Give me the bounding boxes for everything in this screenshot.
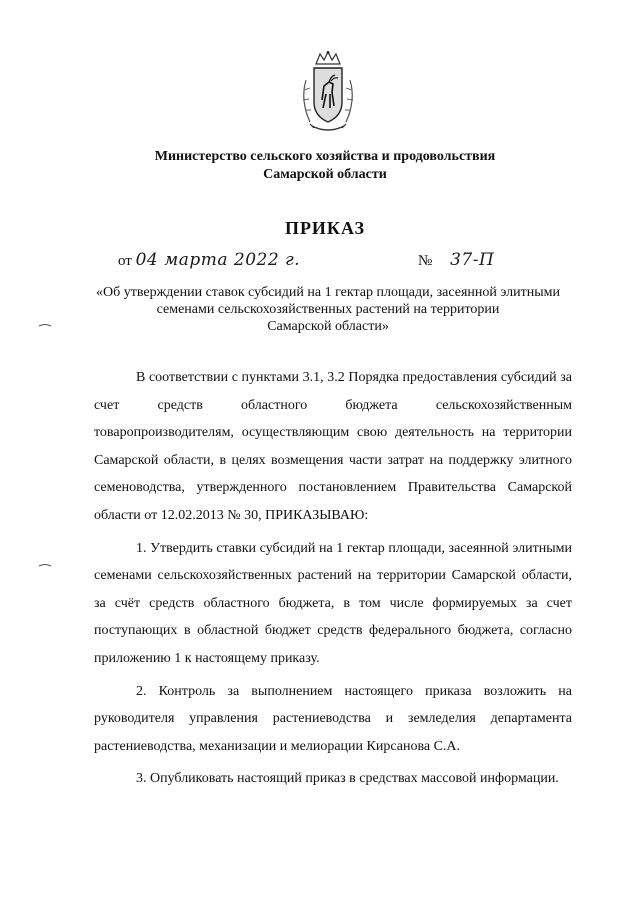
order-number [418,250,494,270]
date-prefix: от [118,253,132,269]
item-3-paragraph: 3. Опубликовать настоящий приказ в средствах массовой информации. [136,771,559,787]
preamble-paragraph: В соответствии с пунктами 3.1, 3.2 Порядка предоставления субсидий за счет средств областного бюджета сельскохозяйственным товаропроизводителям, осуществляющим свою деятельность на территории Самарской области, в целях возмещения части затрат на поддержку элитного семеноводства, утвержденного постановлением Правительства Самарской области от 12.02.2013 № 30, ПРИКАЗЫВАЮ: [94,370,572,523]
document-title: ПРИКАЗ [284,218,366,238]
ministry-line-2: Самарской области [263,167,387,182]
ministry-line-1: Министерство сельского хозяйства и продовольствия [154,149,496,164]
number-prefix: № [418,253,433,269]
item-1-paragraph: 1. Утвердить ставки субсидий на 1 гектар площади, засеянной элитными семенами сельскохозяйственных растений на территории Самарской области, за счёт средств областного бюджета, в том числе формируемых за счет поступающих в областной бюджет средств федерального бюджета, согласно приложению 1 к настоящему приказу. [94,540,572,666]
margin-scan-mark [38,322,52,328]
subject-line-3: Самарской области» [267,319,389,334]
order-body [94,364,572,798]
handwritten-date: 04 марта 2022 г. [135,250,301,270]
subject-line-1: «Об утверждении ставок субсидий на 1 гектар площади, засеянной элитными [96,285,560,300]
margin-scan-mark [38,562,52,568]
subject-line-2: семенами сельскохозяйственных растений на территории [156,302,500,317]
handwritten-number: 37-П [450,250,495,270]
order-subject [90,284,566,335]
item-2-paragraph: 2. Контроль за выполнением настоящего приказа возложить на руководителя управления растениеводства и земледелия департамента растениеводства, механизации и мелиорации Кирсанова С.А. [94,683,572,754]
samara-coat-of-arms-icon [296,50,360,136]
order-date [118,250,300,270]
ministry-name [90,148,560,184]
